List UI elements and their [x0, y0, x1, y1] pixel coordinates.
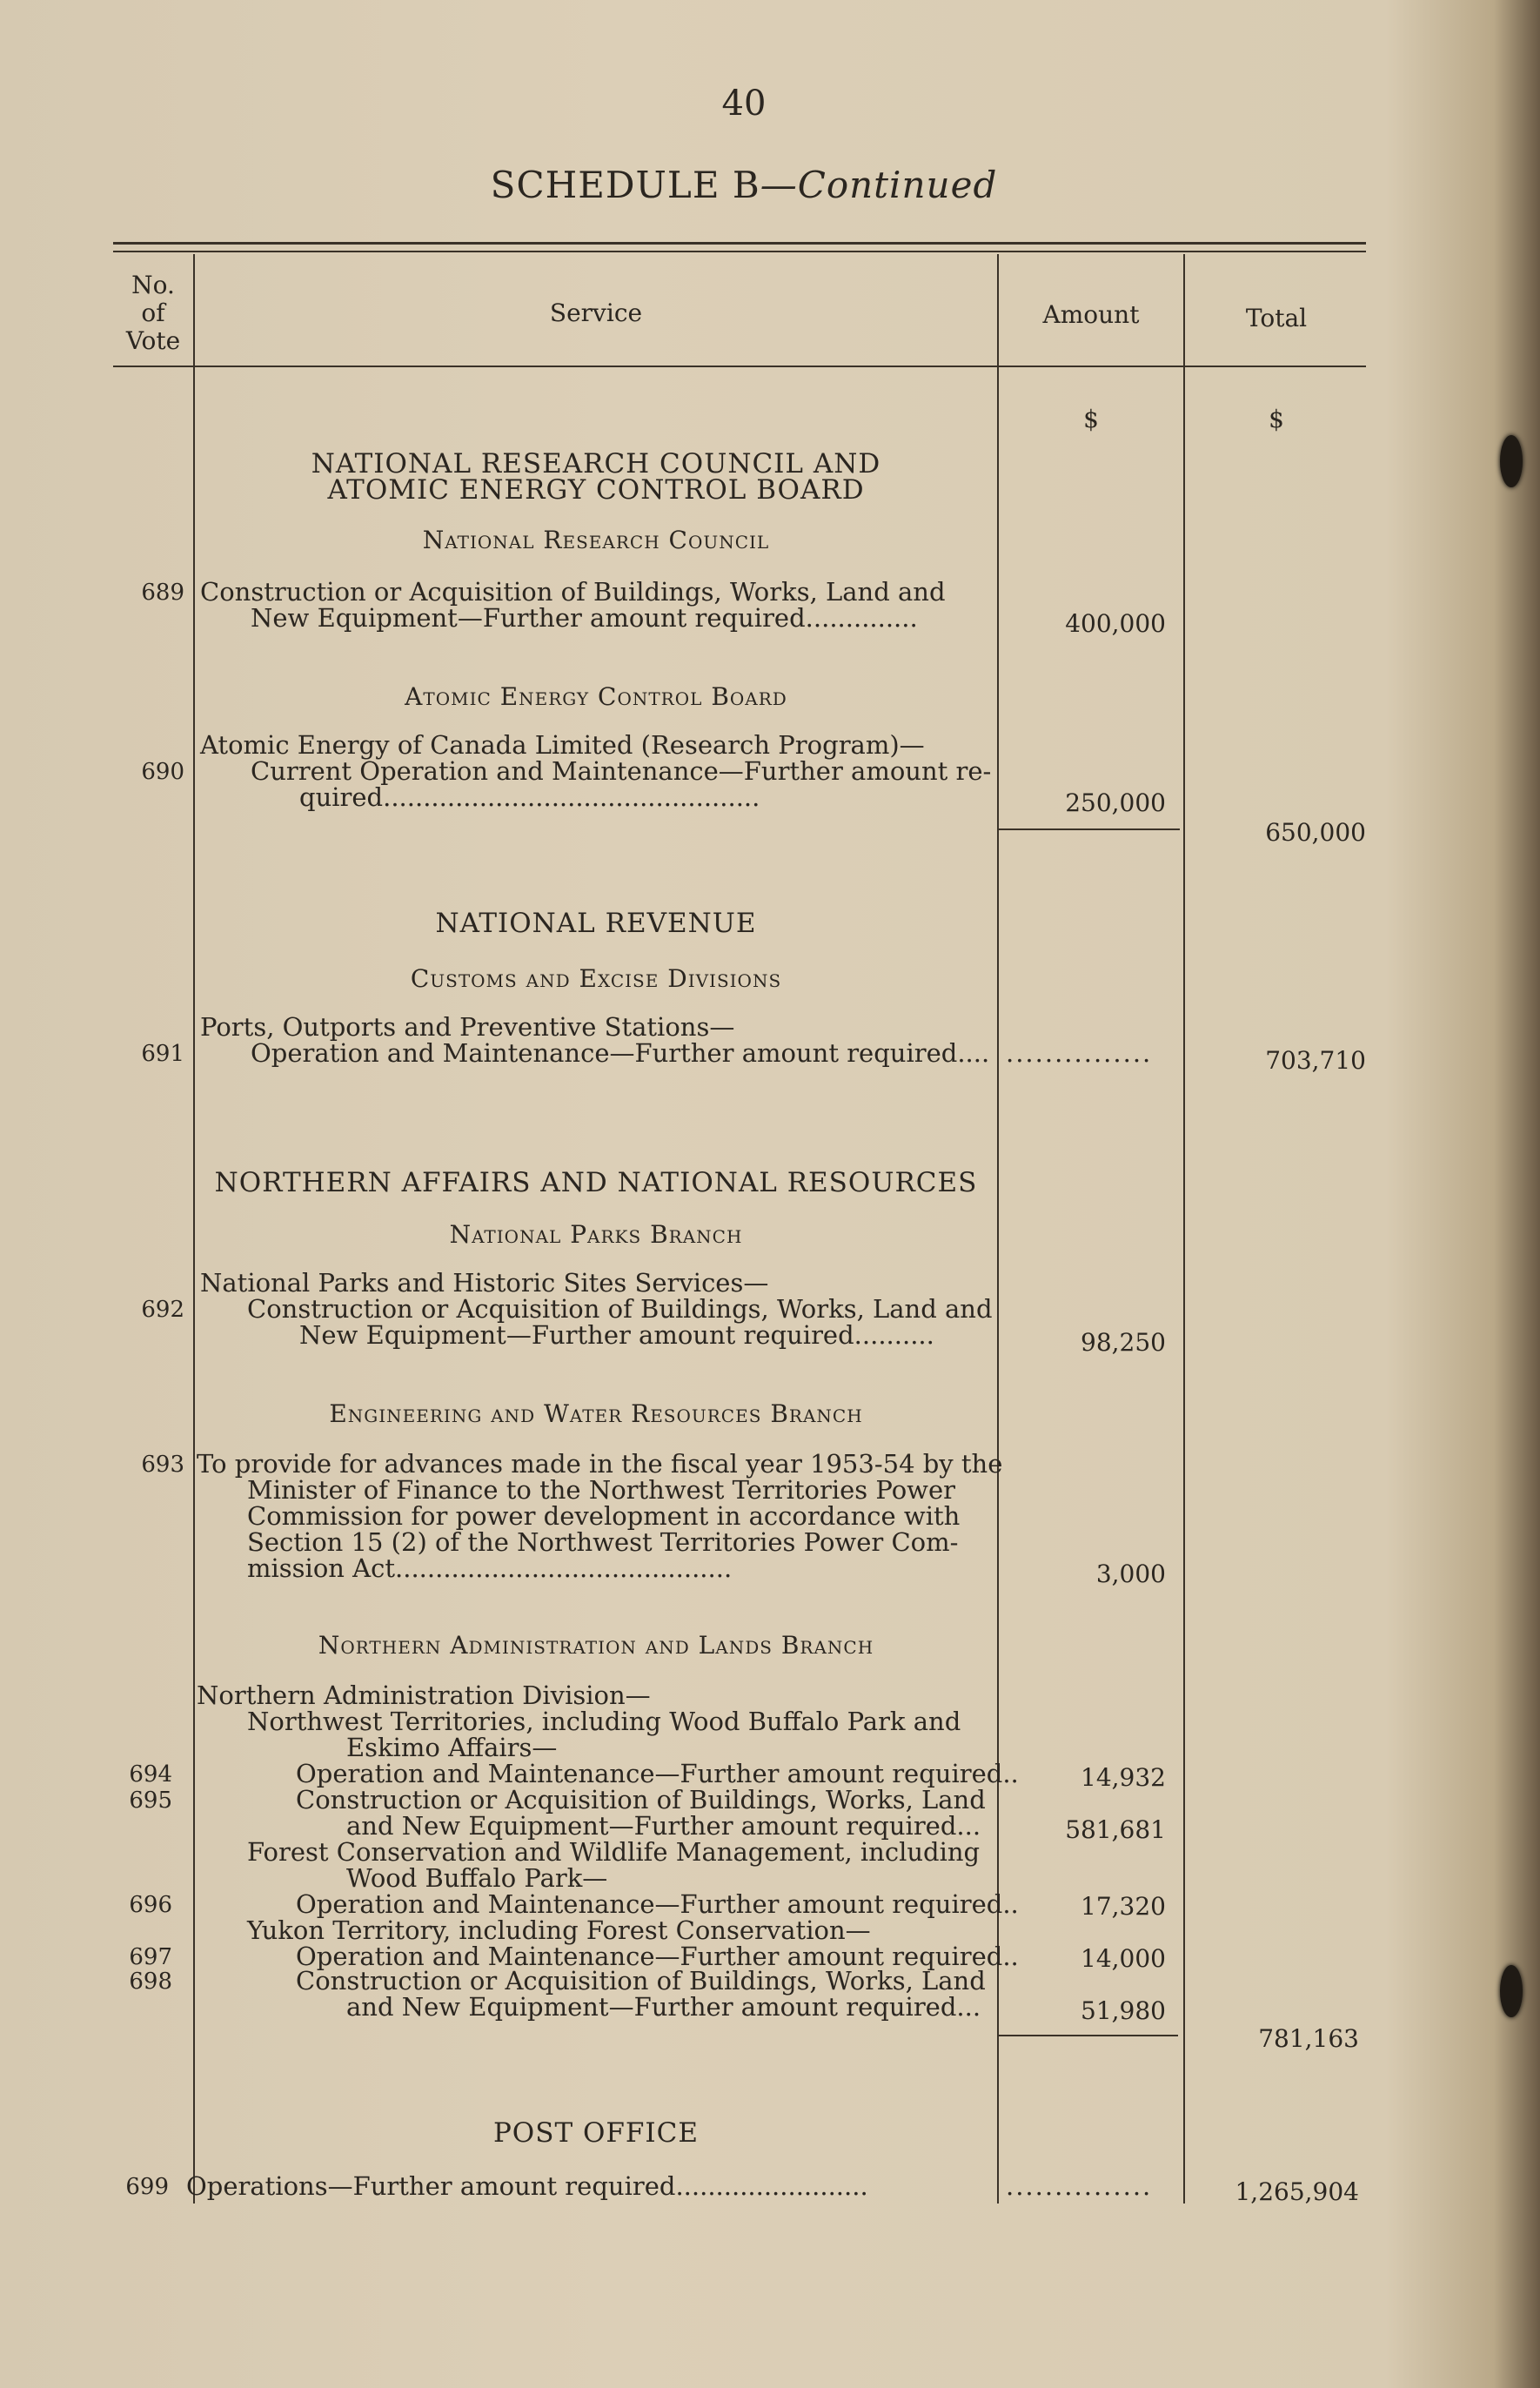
amount-696: 17,320 [1081, 1892, 1166, 1921]
amount-691-dots: ............... [1006, 1038, 1153, 1068]
vote-691: 691 [141, 1041, 184, 1067]
header-total: Total [1245, 304, 1308, 332]
item-689-line-1: Construction or Acquisition of Buildings, Works, Land and [200, 577, 946, 607]
forest-line-1: Forest Conservation and Wildlife Management, including [247, 1837, 981, 1867]
admin-line-1: Northern Administration Division— [197, 1680, 651, 1710]
item-695-line-1: Construction or Acquisition of Buildings, Works, Land [296, 1785, 986, 1814]
vote-698: 698 [129, 1969, 172, 1995]
item-690-line-1: Atomic Energy of Canada Limited (Research Program)— [200, 730, 925, 760]
total-699: 1,265,904 [1235, 2177, 1359, 2206]
item-690-line-3: quired............................................... [299, 782, 760, 812]
binding-hole-bottom [1500, 1965, 1523, 2017]
vote-689: 689 [141, 580, 184, 606]
amount-694: 14,932 [1081, 1763, 1166, 1792]
amount-692: 98,250 [1081, 1328, 1166, 1357]
item-699-line-1: Operations—Further amount required........................ [186, 2171, 868, 2201]
admin-line-3: Eskimo Affairs— [346, 1733, 558, 1762]
item-689-line-2: New Equipment—Further amount required.............. [251, 603, 918, 633]
item-693-line-1: To provide for advances made in the fiscal year 1953-54 by the [197, 1449, 1003, 1479]
header-amount: Amount [1042, 300, 1140, 329]
header-top-rule [113, 242, 1366, 245]
header-no-of-vote [113, 272, 193, 355]
vote-695: 695 [129, 1788, 172, 1814]
total-nrc: 650,000 [1265, 818, 1366, 847]
amount-695: 581,681 [1065, 1815, 1166, 1844]
binding-hole-top [1500, 435, 1523, 487]
vote-692: 692 [141, 1297, 184, 1323]
subtotal-rule-nrc [999, 828, 1180, 830]
amount-697: 14,000 [1081, 1944, 1166, 1973]
header-service: Service [549, 298, 643, 327]
item-691-line-1: Ports, Outports and Preventive Stations— [200, 1012, 735, 1042]
item-696-line-1: Operation and Maintenance—Further amount required.. [296, 1889, 1019, 1919]
vote-690: 690 [141, 759, 184, 785]
section-title-nrc-1: NATIONAL RESEARCH COUNCIL AND [311, 448, 881, 480]
vote-693: 693 [141, 1452, 184, 1478]
item-695-line-2: and New Equipment—Further amount required... [346, 1811, 981, 1841]
admin-line-2: Northwest Territories, including Wood Buffalo Park and [247, 1707, 961, 1736]
subsection-engineering: Engineering and Water Resources Branch [329, 1399, 863, 1428]
subsection-admin: Northern Administration and Lands Branch [318, 1631, 874, 1660]
amount-689: 400,000 [1065, 609, 1166, 638]
amount-currency: $ [1083, 405, 1099, 433]
item-694-line-1: Operation and Maintenance—Further amount required.. [296, 1759, 1019, 1788]
header-top-rule-2 [113, 251, 1366, 252]
amount-693: 3,000 [1095, 1560, 1166, 1588]
section-title-revenue: NATIONAL REVENUE [435, 908, 757, 939]
item-697-line-1: Operation and Maintenance—Further amount required.. [296, 1942, 1019, 1971]
total-currency: $ [1269, 405, 1284, 433]
item-690-line-2: Current Operation and Maintenance—Further amount re- [251, 756, 992, 786]
subsection-parks: National Parks Branch [449, 1220, 743, 1249]
schedule-title-suffix: —Continued [760, 164, 998, 206]
header-of: of [141, 298, 165, 327]
schedule-title-main: SCHEDULE B [490, 164, 760, 206]
subtotal-rule-northern [999, 2035, 1178, 2036]
item-692-line-1: National Parks and Historic Sites Services— [200, 1268, 769, 1298]
forest-line-2: Wood Buffalo Park— [346, 1863, 608, 1893]
item-693-line-3: Commission for power development in accordance with [247, 1501, 961, 1531]
schedule-title [0, 164, 1488, 206]
vote-699: 699 [125, 2174, 169, 2200]
amount-690: 250,000 [1065, 788, 1166, 817]
item-692-line-2: Construction or Acquisition of Buildings, Works, Land and [247, 1294, 993, 1324]
subsection-nrc: National Research Council [422, 526, 770, 554]
subsection-customs: Customs and Excise Divisions [410, 964, 782, 993]
total-691: 703,710 [1265, 1046, 1366, 1075]
section-title-post-office: POST OFFICE [492, 2117, 700, 2149]
header-no: No. [131, 271, 175, 299]
amount-699-dots: ............... [1006, 2171, 1153, 2201]
item-693-line-2: Minister of Finance to the Northwest Territories Power [247, 1475, 955, 1505]
page-number: 40 [721, 84, 767, 124]
total-northern: 781,163 [1258, 2024, 1359, 2053]
item-692-line-3: New Equipment—Further amount required.......... [299, 1320, 934, 1350]
yukon-line-1: Yukon Territory, including Forest Conservation— [247, 1915, 871, 1945]
amount-698: 51,980 [1081, 1996, 1166, 2025]
section-title-nrc-2: ATOMIC ENERGY CONTROL BOARD [327, 474, 865, 506]
item-693-line-4: Section 15 (2) of the Northwest Territories Power Com- [247, 1527, 959, 1557]
item-698-line-1: Construction or Acquisition of Buildings, Works, Land [296, 1966, 986, 1996]
item-691-line-2: Operation and Maintenance—Further amount required.... [251, 1038, 990, 1068]
vote-696: 696 [129, 1892, 172, 1918]
vote-697: 697 [129, 1944, 172, 1970]
header-bottom-rule [113, 366, 1366, 367]
item-693-line-5: mission Act.......................................... [247, 1553, 733, 1583]
column-rule-amount [1183, 254, 1185, 2204]
item-698-line-2: and New Equipment—Further amount required... [346, 1992, 981, 2022]
section-title-northern: NORTHERN AFFAIRS AND NATIONAL RESOURCES [214, 1167, 978, 1198]
header-vote: Vote [125, 326, 181, 355]
vote-694: 694 [129, 1761, 172, 1788]
subsection-aecb: Atomic Energy Control Board [405, 682, 787, 711]
